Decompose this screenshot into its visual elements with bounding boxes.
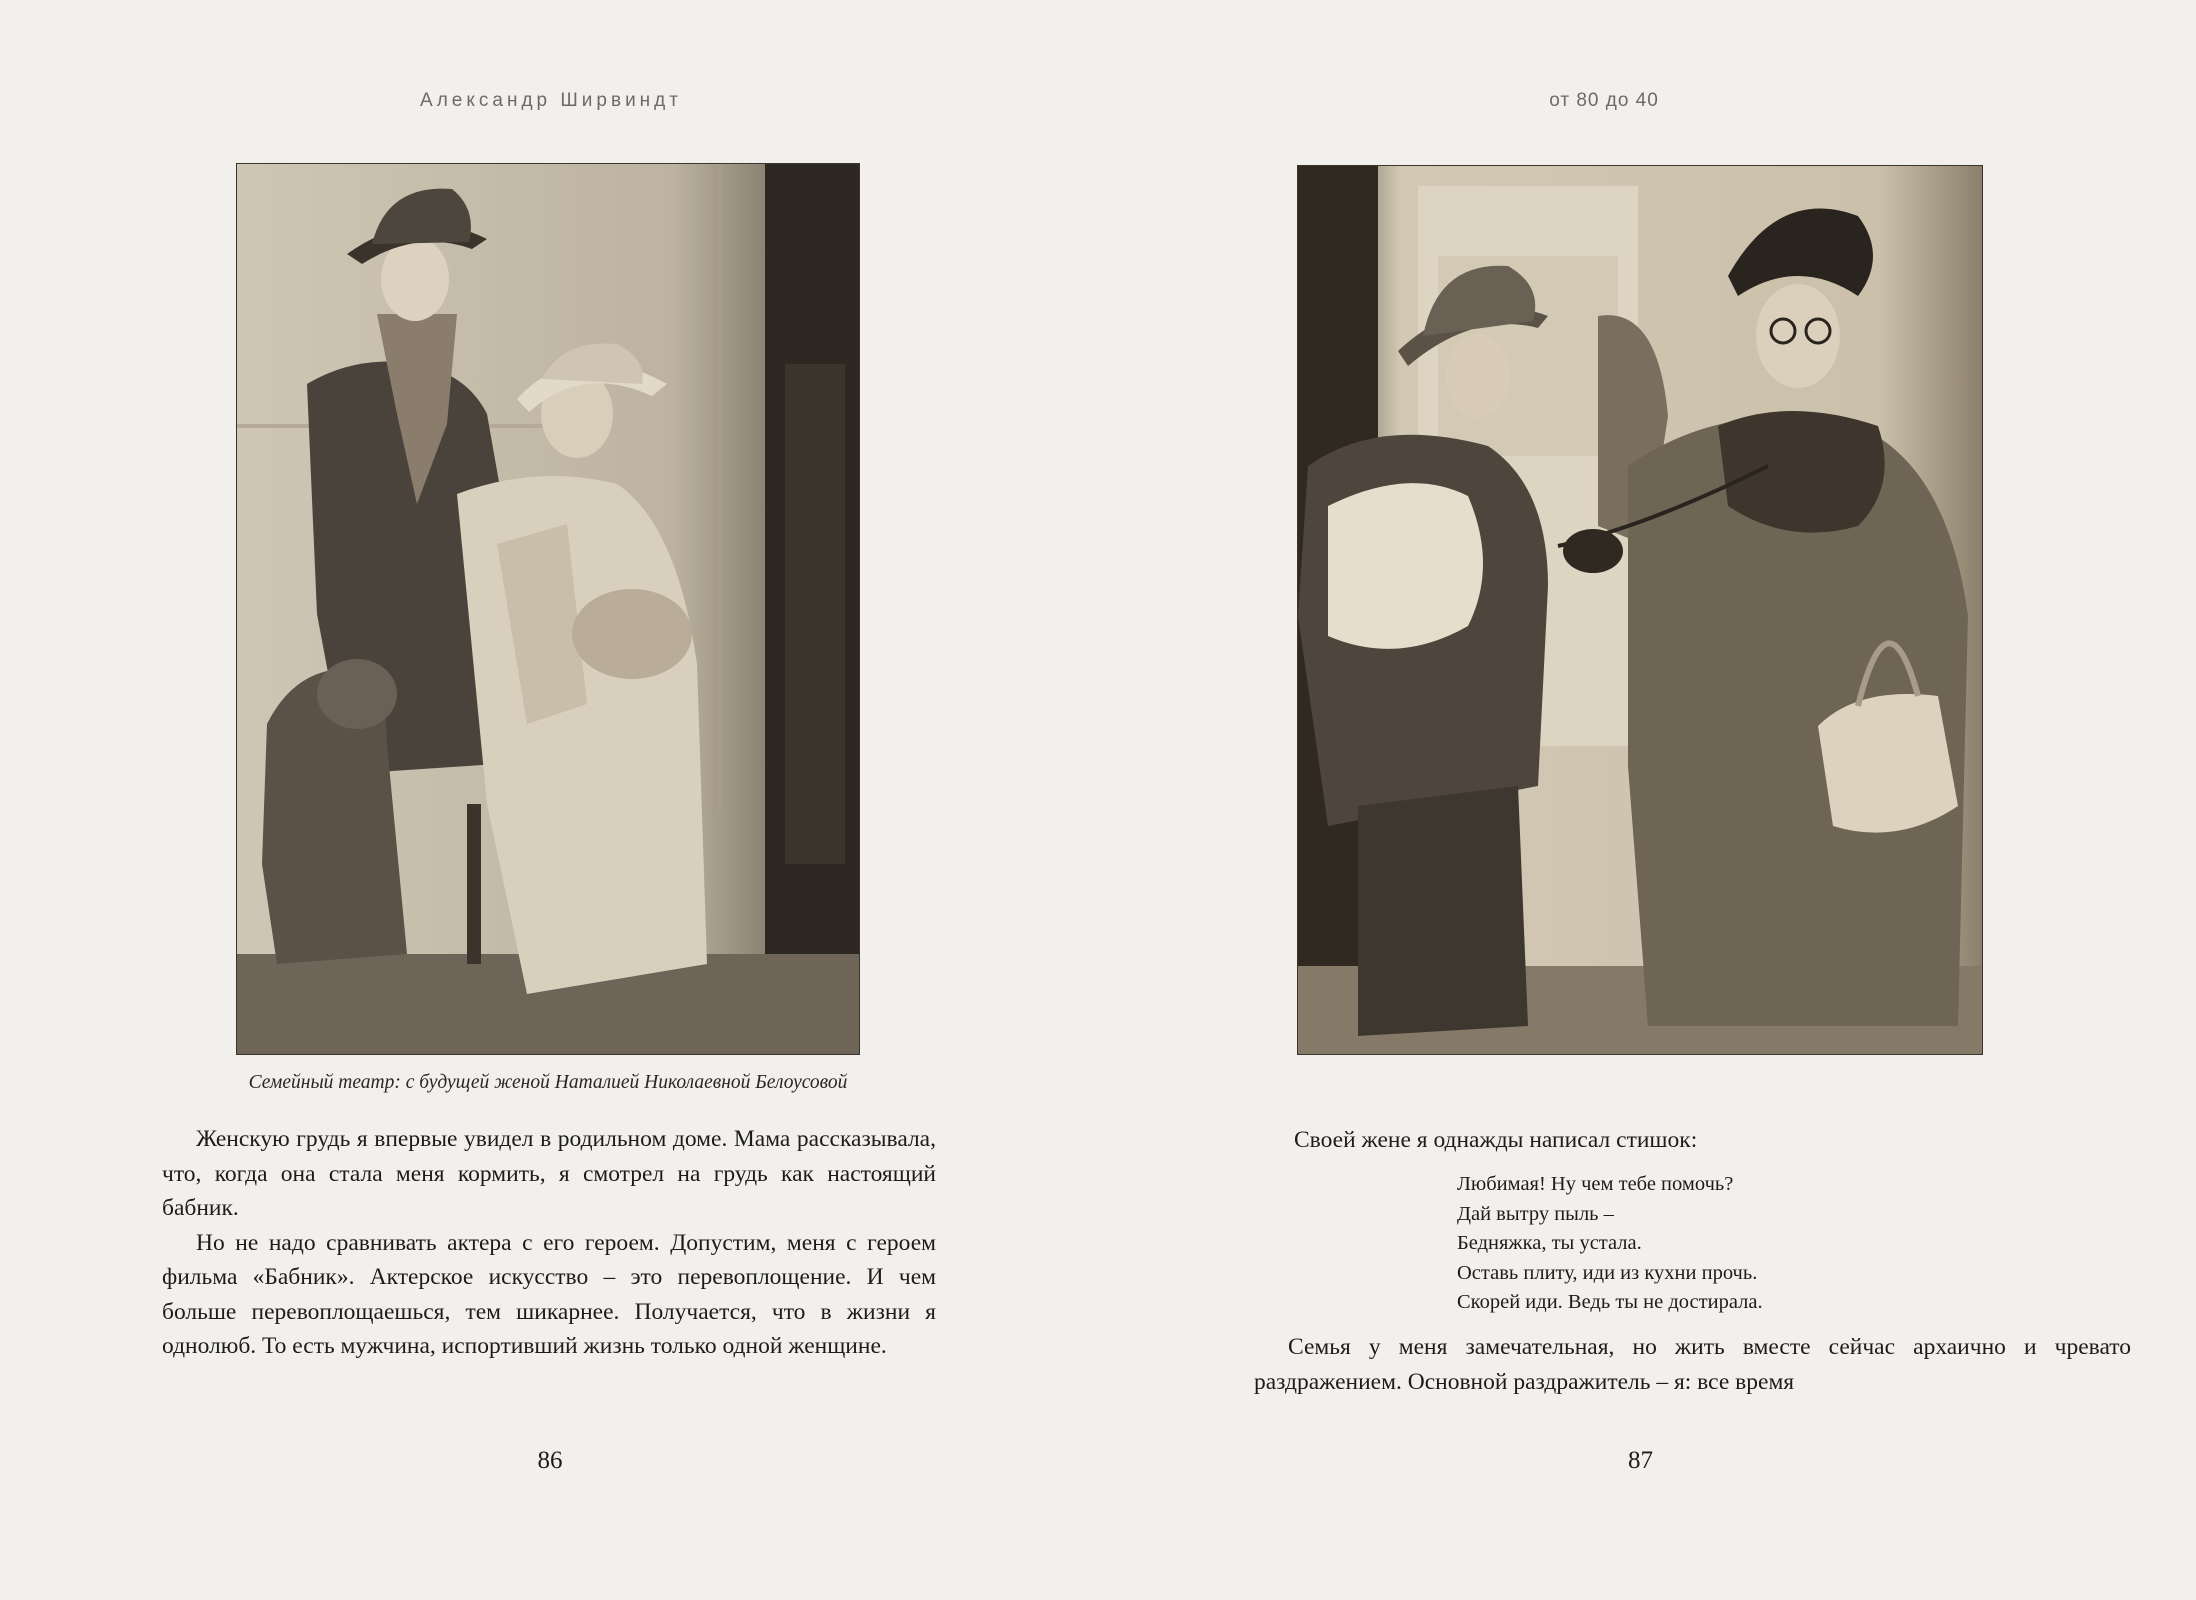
poem-line: Скорей иди. Ведь ты не достирала. xyxy=(1457,1291,1763,1313)
left-body-text xyxy=(162,1122,936,1364)
photo-icon xyxy=(1298,166,1982,1054)
poem-line: Любимая! Ну чем тебе помочь? xyxy=(1457,1173,1734,1195)
photo-icon xyxy=(237,164,859,1054)
running-head-title: от 80 до 40 xyxy=(1549,90,1659,111)
photo-caption: Семейный театр: с будущей женой Наталией Николаевной Белоусовой xyxy=(248,1072,848,1093)
photo-family-theatre xyxy=(236,163,860,1055)
paragraph: Семья у меня замечательная, но жить вместе сейчас архаично и чревато раздражением. Основной раздражитель – я: все время xyxy=(1254,1334,2131,1395)
page-number: 86 xyxy=(537,1447,563,1474)
photo-couple-with-pets xyxy=(1297,165,1983,1055)
right-body-text xyxy=(1254,1330,2131,1399)
page-number: 87 xyxy=(1628,1447,1653,1474)
running-head-author: Александр Ширвиндт xyxy=(420,90,682,111)
poem-line: Дай вытру пыль – xyxy=(1457,1202,1614,1225)
poem-intro: Своей жене я однажды написал стишок: xyxy=(1294,1127,1698,1153)
right-page xyxy=(1098,0,2196,1600)
poem-line: Оставь плиту, иди из кухни прочь. xyxy=(1457,1261,1758,1284)
paragraph: Женскую грудь я впервые увидел в родильном доме. Мама рассказывала, что, когда она стала меня кормить, я смотрел на грудь как настоящий бабник. xyxy=(162,1126,936,1221)
poem xyxy=(1457,1170,1877,1318)
paragraph: Но не надо сравнивать актера с его героем. Допустим, меня с героем фильма «Бабник». Актерское искусство – это перевоплощение. И чем больше перевоплощаешься, тем шикарнее. Получается, что в жизни я однолюб. То есть мужчина, испортивший жизнь только одной женщине. xyxy=(162,1229,936,1359)
poem-line: Бедняжка, ты устала. xyxy=(1457,1232,1642,1254)
